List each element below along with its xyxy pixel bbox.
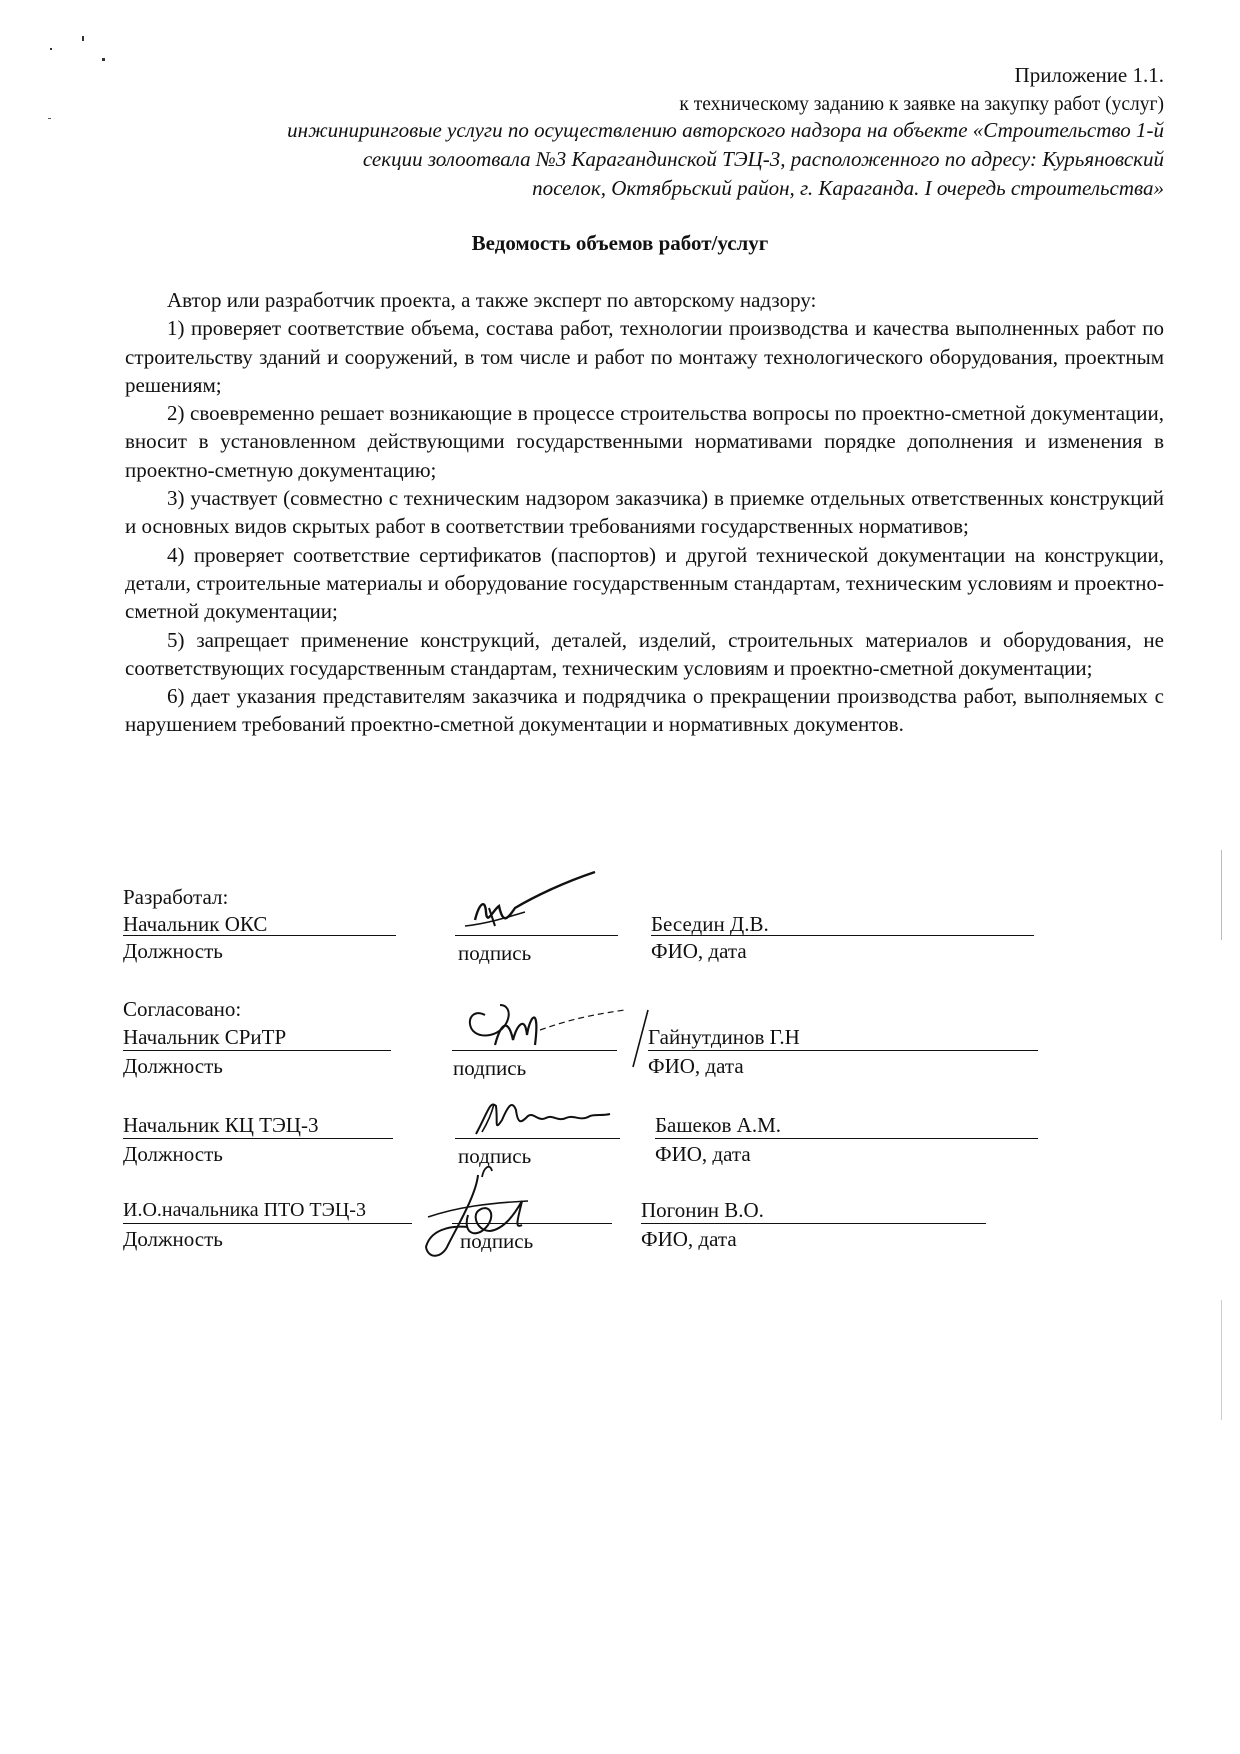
position-caption: Должность xyxy=(123,1142,223,1166)
scan-artifact xyxy=(82,36,84,41)
appendix-number: Приложение 1.1. xyxy=(1014,63,1164,87)
position-underline xyxy=(123,935,396,936)
signer-name: Погонин В.О. xyxy=(641,1198,764,1222)
position-caption: Должность xyxy=(123,939,223,963)
duty-paragraph-5: 5) запрещает применение конструкций, деталей, изделий, строительных материалов и оборудования, не соответствующих государственным стандартам, техническим условиям и проектно-сметной документации; xyxy=(125,627,1164,680)
name-caption: ФИО, дата xyxy=(655,1142,751,1166)
duty-paragraph-2: 2) своевременно решает возникающие в процессе строительства вопросы по проектно-сметной документации, вносит в установленном действующими государственными нормативами порядке дополнения и изменения в проектно-сметную документацию; xyxy=(125,401,1164,482)
position-caption: Должность xyxy=(123,1227,223,1251)
duty-paragraph-1: 1) проверяет соответствие объема, состава работ, технологии производства и качества выполненных работ по строительству зданий и сооружений, в том числе и работ по монтажу технологического оборудования, проектным решениям; xyxy=(125,316,1164,397)
document-body xyxy=(125,286,1164,739)
name-caption: ФИО, дата xyxy=(651,939,747,963)
position-caption: Должность xyxy=(123,1054,223,1078)
name-caption: ФИО, дата xyxy=(648,1054,744,1078)
name-underline xyxy=(648,1050,1038,1051)
header-italic-line-2: секции золоотвала №3 Карагандинской ТЭЦ-3, расположенного по адресу: Курьяновский xyxy=(362,147,1164,171)
signature-caption: подпись xyxy=(458,1144,532,1168)
position-underline xyxy=(123,1050,391,1051)
signature-caption: подпись xyxy=(458,941,532,965)
name-underline xyxy=(641,1223,986,1224)
signer-position: Начальник СРиТР xyxy=(123,1025,287,1049)
signature-caption: подпись xyxy=(453,1056,527,1080)
position-underline xyxy=(123,1138,393,1139)
handwritten-signature-icon xyxy=(455,868,605,943)
document-title: Ведомость объемов работ/услуг xyxy=(471,231,769,255)
signer-position: Начальник ОКС xyxy=(123,912,268,936)
header-italic-line-1: инжиниринговые услуги по осуществлению авторского надзора на объекте «Строительство 1-й xyxy=(287,118,1164,142)
position-underline xyxy=(123,1223,412,1224)
handwritten-signature-icon xyxy=(468,1092,638,1142)
signer-position: Начальник КЦ ТЭЦ-3 xyxy=(123,1113,319,1137)
name-underline xyxy=(655,1138,1038,1139)
header-italic-line-3: поселок, Октябрьский район, г. Караганда. I очередь строительства» xyxy=(532,176,1164,200)
scan-artifact xyxy=(1221,850,1222,940)
scan-artifact xyxy=(48,118,51,119)
duty-paragraph-4: 4) проверяет соответствие сертификатов (паспортов) и другой технической документации на конструкции, детали, строительные материалы и оборудование государственным стандартам, техническим условиям и проектно-сметной документации; xyxy=(125,542,1164,624)
signer-name: Беседин Д.В. xyxy=(651,912,769,936)
duty-paragraph-3: 3) участвует (совместно с техническим надзором заказчика) в приемке отдельных ответственных конструкций и основных видов скрытых работ в соответствии требованиями государственных нормативов; xyxy=(125,486,1164,539)
signer-name: Башеков А.М. xyxy=(655,1113,782,1137)
handwritten-signature-icon xyxy=(418,1155,578,1265)
duty-paragraph-6: 6) дает указания представителям заказчика и подрядчика о прекращении производства работ, выполняемых с нарушением требований проектно-сметной документации и нормативных документов. xyxy=(125,684,1164,737)
name-caption: ФИО, дата xyxy=(641,1227,737,1251)
scan-artifact xyxy=(1221,1300,1222,1420)
signature-caption: подпись xyxy=(460,1229,534,1253)
scan-artifact xyxy=(50,48,52,50)
intro-paragraph: Автор или разработчик проекта, а также эксперт по авторскому надзору: xyxy=(167,288,817,312)
agreed-label: Согласовано: xyxy=(123,997,242,1021)
developed-by-label: Разработал: xyxy=(123,885,229,909)
signer-name: Гайнутдинов Г.Н xyxy=(648,1025,800,1049)
signer-position: И.О.начальника ПТО ТЭЦ-3 xyxy=(123,1199,366,1221)
header-subtitle: к техническому заданию к заявке на закупку работ (услуг) xyxy=(679,94,1164,115)
scan-artifact xyxy=(102,58,105,61)
handwritten-signature-icon xyxy=(455,985,655,1075)
name-underline xyxy=(651,935,1034,936)
